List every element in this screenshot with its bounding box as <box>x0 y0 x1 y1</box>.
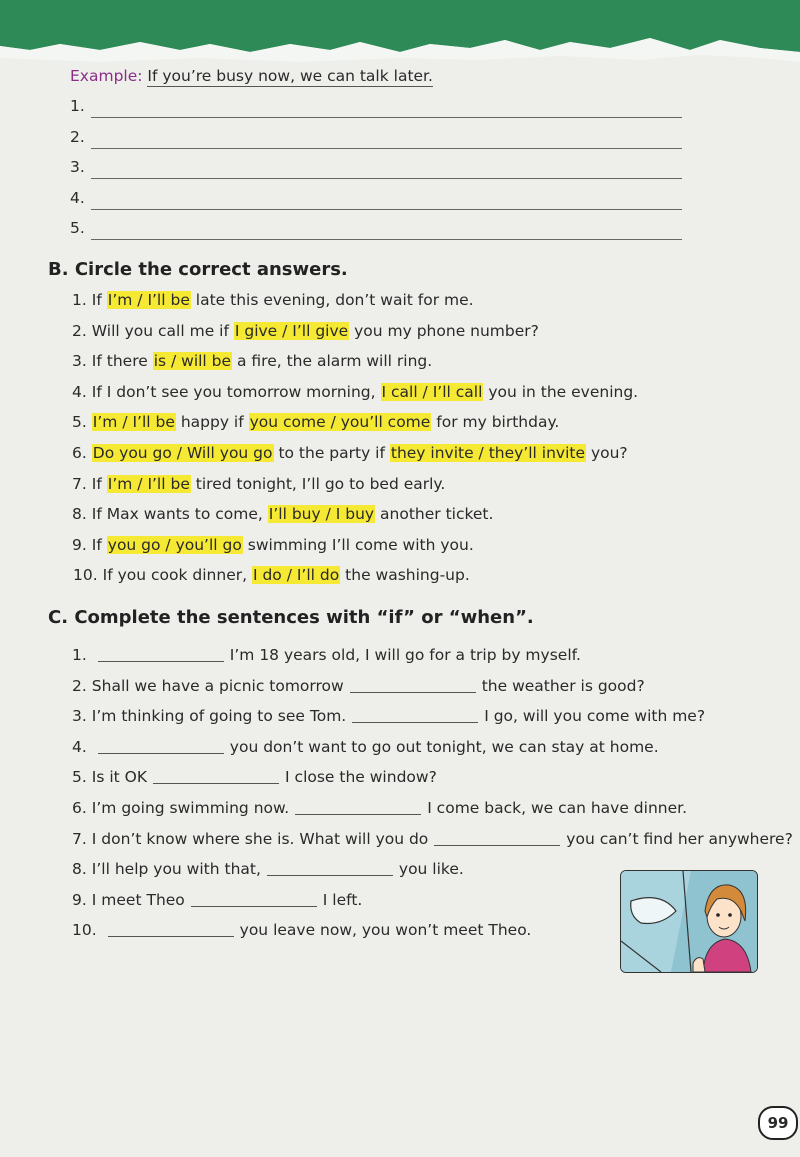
item-text: swimming I’ll come with you. <box>242 535 474 554</box>
answer-line-number: 4. <box>70 189 85 207</box>
fill-in-blank[interactable] <box>98 660 224 662</box>
section-c-item-number: 7. <box>72 829 87 848</box>
section-b-item-number: 6. <box>72 444 87 462</box>
answer-line-number: 5. <box>70 219 85 237</box>
section-b-item <box>72 352 432 370</box>
item-text: I don’t know where she is. What will you do <box>91 829 429 848</box>
item-text: If I don’t see you tomorrow morning, <box>91 382 381 401</box>
section-c-item-number: 6. <box>72 799 87 817</box>
section-c-item-number: 5. <box>72 768 87 787</box>
section-b-item-number: 3. <box>72 352 87 371</box>
item-text: If there <box>91 352 153 371</box>
answer-choice[interactable]: I do / I’ll do <box>252 566 340 585</box>
answer-choice[interactable]: they invite / they’ll invite <box>390 444 586 462</box>
fill-in-blank[interactable] <box>352 721 478 723</box>
section-b-item-number: 9. <box>72 535 87 554</box>
answer-line-number: 3. <box>70 158 85 176</box>
item-text: you don’t want to go out tonight, we can stay at home. <box>229 737 659 756</box>
top-banner <box>0 0 800 70</box>
item-text: to the party if <box>273 444 390 462</box>
item-text: I go, will you come with me? <box>484 707 706 726</box>
answer-choice[interactable]: I call / I’ll call <box>381 382 483 401</box>
answer-line-number: 2. <box>70 128 85 146</box>
item-text: you in the evening. <box>483 382 639 401</box>
item-text: I come back, we can have dinner. <box>427 799 688 817</box>
section-c-item-number: 3. <box>72 707 87 726</box>
answer-line[interactable] <box>91 117 682 118</box>
item-text: the washing-up. <box>340 566 470 585</box>
section-b-item-number: 4. <box>72 382 87 401</box>
item-text: Is it OK <box>91 768 148 787</box>
section-b-item <box>72 291 474 309</box>
item-text: you? <box>586 444 628 462</box>
section-c-item-number: 4. <box>72 737 87 756</box>
section-c-item <box>72 921 531 939</box>
section-b-item <box>72 413 559 431</box>
section-c-item-number: 8. <box>72 860 87 879</box>
item-text: you leave now, you won’t meet Theo. <box>239 921 532 940</box>
answer-line[interactable] <box>91 148 682 149</box>
item-text: I’ll help you with that, <box>91 860 261 879</box>
fill-in-blank[interactable] <box>153 782 279 784</box>
fill-in-blank[interactable] <box>191 905 317 907</box>
section-b-item-number: 5. <box>72 413 87 432</box>
girl-illustration <box>620 870 758 973</box>
answer-choice[interactable]: I’m / I’ll be <box>92 413 175 432</box>
example-row <box>70 67 433 85</box>
item-text: If <box>91 474 107 493</box>
fill-in-blank[interactable] <box>434 844 560 846</box>
item-text: you my phone number? <box>349 321 539 340</box>
answer-choice[interactable]: you go / you’ll go <box>107 535 242 554</box>
section-c-title: C. Complete the sentences with “if” or “when”. <box>48 607 534 628</box>
item-text: late this evening, don’t wait for me. <box>190 291 474 309</box>
section-b-item-number: 8. <box>72 505 87 524</box>
section-b-item <box>72 475 445 493</box>
item-text: Shall we have a picnic tomorrow <box>91 676 344 695</box>
fill-in-blank[interactable] <box>295 813 421 815</box>
item-text: happy if <box>175 413 249 432</box>
item-text: If <box>91 535 107 554</box>
section-c-item-number: 10. <box>72 921 97 940</box>
section-c-item <box>72 830 793 848</box>
answer-choice[interactable]: I give / I’ll give <box>234 321 349 340</box>
item-text: I left. <box>322 890 363 909</box>
section-c-item-number: 2. <box>72 676 87 695</box>
fill-in-blank[interactable] <box>267 874 393 876</box>
item-text: the weather is good? <box>481 676 645 695</box>
section-b-item-number: 7. <box>72 474 87 493</box>
item-text: If Max wants to come, <box>91 505 268 524</box>
item-text: a fire, the alarm will ring. <box>232 352 433 371</box>
answer-line[interactable] <box>91 209 682 210</box>
section-b-item <box>72 322 539 340</box>
example-sentence: If you’re busy now, we can talk later. <box>147 67 433 85</box>
section-c-item-number: 9. <box>72 890 87 909</box>
fill-in-blank[interactable] <box>98 752 224 754</box>
item-text: I meet Theo <box>91 890 185 909</box>
answer-choice[interactable]: I’m / I’ll be <box>107 474 190 493</box>
section-b-item <box>72 383 638 401</box>
item-text: for my birthday. <box>431 413 560 432</box>
section-b-item <box>73 566 470 584</box>
section-c-item <box>72 707 705 725</box>
section-c-item <box>72 646 581 664</box>
item-text: I’m 18 years old, I will go for a trip by myself. <box>229 646 581 664</box>
item-text: If <box>91 291 107 309</box>
item-text: another ticket. <box>375 505 494 524</box>
section-b-item <box>72 505 493 523</box>
answer-choice[interactable]: I’m / I’ll be <box>107 291 190 309</box>
answer-choice[interactable]: you come / you’ll come <box>249 413 431 432</box>
section-c-item <box>72 677 645 695</box>
section-b-item-number: 2. <box>72 321 87 340</box>
section-b-item-number: 10. <box>73 566 98 585</box>
fill-in-blank[interactable] <box>108 935 234 937</box>
answer-line-number: 1. <box>70 97 85 115</box>
item-text: I’m thinking of going to see Tom. <box>91 707 347 726</box>
item-text: Will you call me if <box>91 321 234 340</box>
section-b-title: B. Circle the correct answers. <box>48 259 348 280</box>
page-number: 99 <box>758 1106 798 1140</box>
section-c-item <box>72 799 687 817</box>
item-text: you can’t find her anywhere? <box>566 829 793 848</box>
item-text: I’m going swimming now. <box>91 799 290 817</box>
section-c-item-number: 1. <box>72 646 87 664</box>
section-c-item <box>72 768 437 786</box>
section-c-item <box>72 738 659 756</box>
answer-line[interactable] <box>91 239 682 240</box>
section-b-item <box>72 536 474 554</box>
answer-line[interactable] <box>91 178 682 179</box>
answer-choice[interactable]: I’ll buy / I buy <box>268 505 375 524</box>
item-text: I close the window? <box>285 768 437 787</box>
answer-choice[interactable]: is / will be <box>153 352 232 371</box>
section-b-item-number: 1. <box>72 291 87 309</box>
example-label: Example: <box>70 67 143 85</box>
fill-in-blank[interactable] <box>350 691 476 693</box>
item-text: you like. <box>398 860 464 879</box>
section-c-item <box>72 891 362 909</box>
section-c-item <box>72 860 464 878</box>
section-b-item <box>72 444 628 462</box>
item-text: If you cook dinner, <box>102 566 252 585</box>
item-text: tired tonight, I’ll go to bed early. <box>190 474 446 493</box>
answer-choice[interactable]: Do you go / Will you go <box>92 444 273 462</box>
